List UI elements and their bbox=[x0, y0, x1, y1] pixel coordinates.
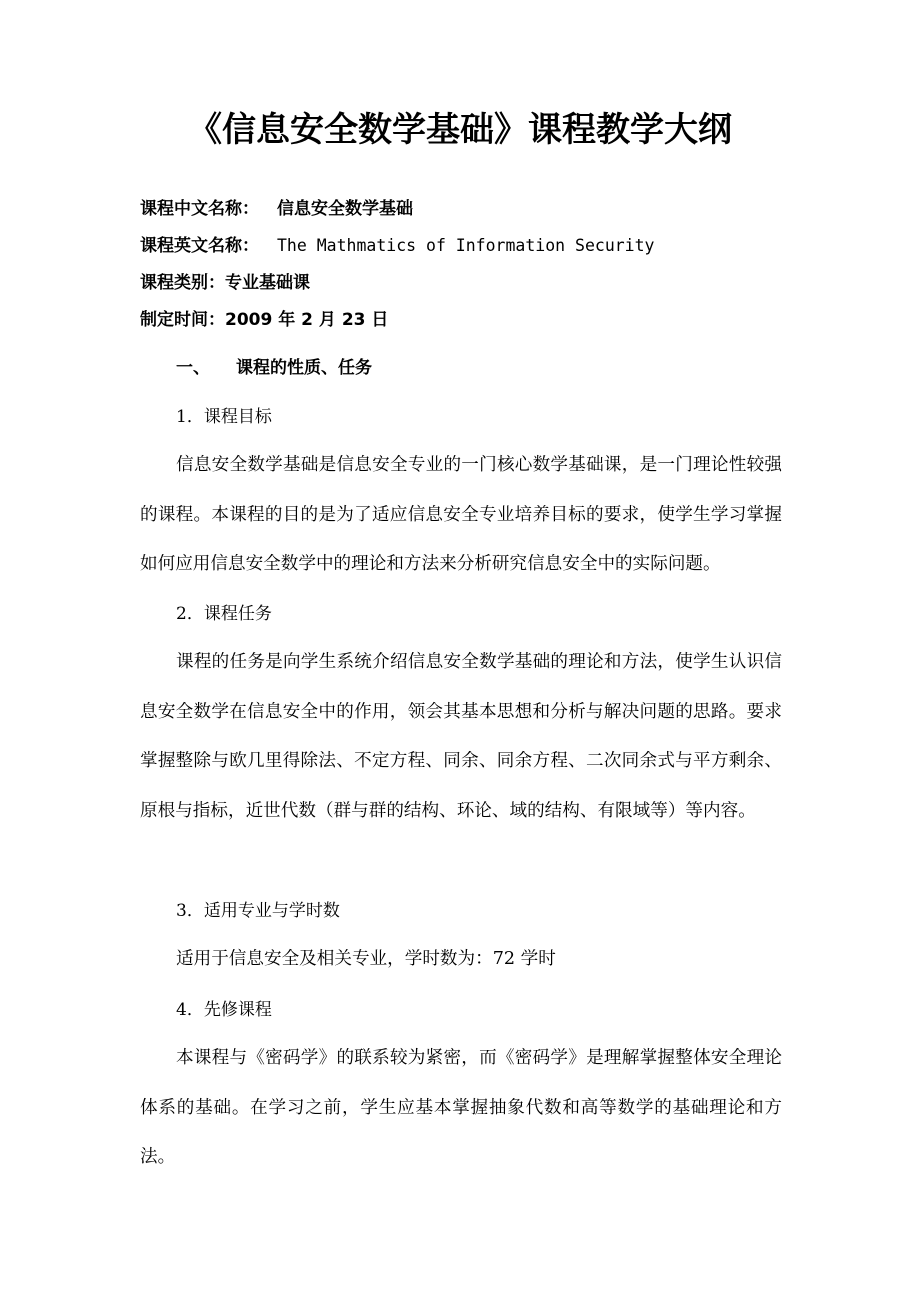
course-date-value: 2009 年 2 月 23 日 bbox=[225, 310, 389, 330]
course-en-name-value: The Mathmatics of Information Security bbox=[277, 236, 655, 255]
course-en-name-label: 课程英文名称： bbox=[140, 236, 259, 256]
goal-paragraph: 信息安全数学基础是信息安全专业的一门核心数学基础课，是一门理论性较强的课程。本课程的目的是为了适应信息安全专业培养目标的要求，使学生学习掌握如何应用信息安全数学中的理论和方法来分析研究信息安全中的实际问题。 bbox=[140, 455, 782, 574]
course-cn-name-row bbox=[140, 197, 413, 221]
hours-heading: 3．适用专业与学时数 bbox=[176, 901, 340, 921]
task-paragraph: 课程的任务是向学生系统介绍信息安全数学基础的理论和方法，使学生认识信息安全数学在信息安全中的作用，领会其基本思想和分析与解决问题的思路。要求掌握整除与欧几里得除法、不定方程、同余、同余方程、二次同余式与平方剩余、原根与指标，近世代数（群与群的结构、环论、域的结构、有限域等）等内容。 bbox=[140, 652, 782, 821]
goal-heading: 1．课程目标 bbox=[176, 407, 272, 427]
course-cn-name-value: 信息安全数学基础 bbox=[277, 199, 413, 219]
course-date-label: 制定时间： bbox=[140, 310, 225, 330]
section-title: 课程的性质、任务 bbox=[236, 358, 372, 378]
course-date-row bbox=[140, 308, 388, 332]
course-category-value: 专业基础课 bbox=[225, 273, 310, 293]
course-category-label: 课程类别： bbox=[140, 273, 225, 293]
section-number: 一、 bbox=[176, 358, 210, 378]
course-cn-name-label: 课程中文名称： bbox=[140, 199, 259, 219]
section-heading bbox=[176, 356, 372, 380]
document-title: 《信息安全数学基础》课程教学大纲 bbox=[188, 110, 732, 150]
course-category-row bbox=[140, 271, 310, 295]
hours-paragraph: 适用于信息安全及相关专业，学时数为：72 学时 bbox=[176, 949, 556, 969]
prereq-heading: 4．先修课程 bbox=[176, 1000, 272, 1020]
prereq-paragraph: 本课程与《密码学》的联系较为紧密，而《密码学》是理解掌握整体安全理论体系的基础。在学习之前，学生应基本掌握抽象代数和高等数学的基础理论和方法。 bbox=[140, 1048, 782, 1167]
course-en-name-row bbox=[140, 234, 655, 258]
task-heading: 2．课程任务 bbox=[176, 604, 272, 624]
